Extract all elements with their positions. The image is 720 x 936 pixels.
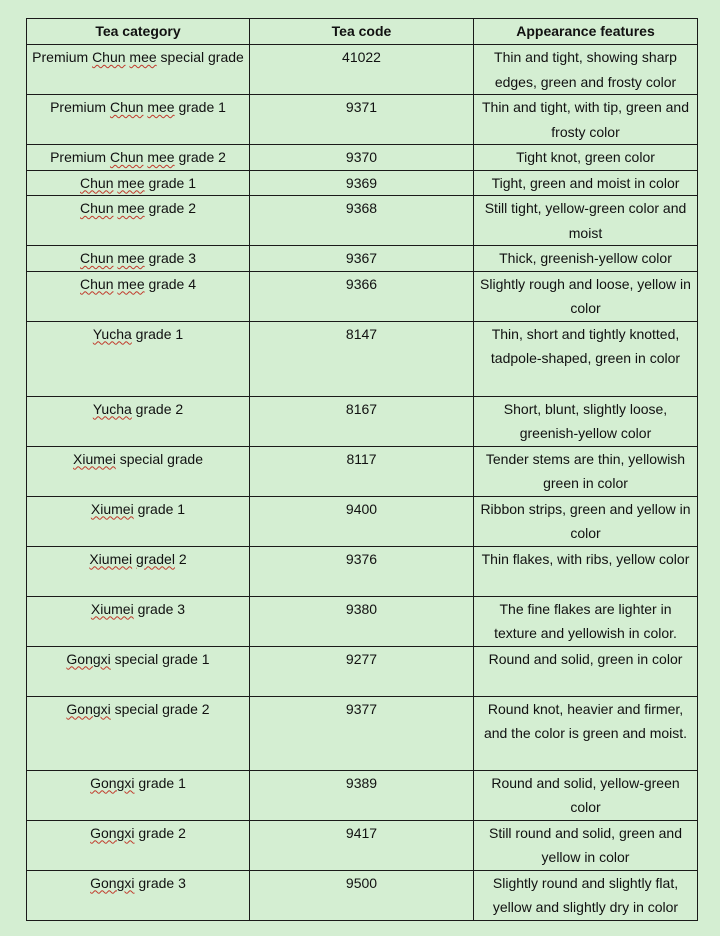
appearance-features-cell: Thick, greenish-yellow color xyxy=(474,246,698,272)
tea-code-cell: 9366 xyxy=(250,271,474,321)
appearance-features-cell: Tender stems are thin, yellowish green in color xyxy=(474,446,698,496)
tea-code-cell: 8117 xyxy=(250,446,474,496)
tea-code-cell: 9380 xyxy=(250,596,474,646)
appearance-features-cell: The fine flakes are lighter in texture and yellowish in color. xyxy=(474,596,698,646)
tea-category-cell: Gongxi special grade 1 xyxy=(27,646,250,696)
header-appearance-features: Appearance features xyxy=(474,19,698,45)
tea-category-cell: Chun mee grade 3 xyxy=(27,246,250,272)
table-row xyxy=(27,145,698,171)
tea-category-cell: Premium Chun mee grade 1 xyxy=(27,95,250,145)
table-row xyxy=(27,95,698,145)
tea-category-cell: Xiumei gradel 2 xyxy=(27,546,250,596)
tea-category-cell: Chun mee grade 1 xyxy=(27,170,250,196)
tea-category-cell: Chun mee grade 2 xyxy=(27,196,250,246)
table-row xyxy=(27,596,698,646)
table-row xyxy=(27,271,698,321)
table-row xyxy=(27,870,698,920)
tea-category-cell: Gongxi grade 3 xyxy=(27,870,250,920)
tea-category-cell: Gongxi special grade 2 xyxy=(27,696,250,770)
tea-code-cell: 8147 xyxy=(250,321,474,396)
appearance-features-cell: Still round and solid, green and yellow in color xyxy=(474,820,698,870)
tea-code-cell: 41022 xyxy=(250,45,474,95)
table-header-row xyxy=(27,19,698,45)
table-row xyxy=(27,696,698,770)
tea-category-cell: Premium Chun mee special grade xyxy=(27,45,250,95)
tea-code-cell: 9371 xyxy=(250,95,474,145)
table-row xyxy=(27,45,698,95)
appearance-features-cell: Slightly rough and loose, yellow in color xyxy=(474,271,698,321)
tea-code-cell: 9376 xyxy=(250,546,474,596)
appearance-features-cell: Tight knot, green color xyxy=(474,145,698,171)
tea-category-cell: Yucha grade 1 xyxy=(27,321,250,396)
table-row xyxy=(27,496,698,546)
table-row xyxy=(27,196,698,246)
table-row xyxy=(27,396,698,446)
tea-category-cell: Xiumei special grade xyxy=(27,446,250,496)
table-row xyxy=(27,246,698,272)
table-row xyxy=(27,170,698,196)
appearance-features-cell: Thin and tight, showing sharp edges, green and frosty color xyxy=(474,45,698,95)
appearance-features-cell: Short, blunt, slightly loose, greenish-yellow color xyxy=(474,396,698,446)
table-row xyxy=(27,770,698,820)
appearance-features-cell: Thin, short and tightly knotted, tadpole-shaped, green in color xyxy=(474,321,698,396)
table-row xyxy=(27,646,698,696)
appearance-features-cell: Still tight, yellow-green color and moist xyxy=(474,196,698,246)
table-body xyxy=(27,45,698,921)
tea-code-cell: 9368 xyxy=(250,196,474,246)
tea-category-cell: Premium Chun mee grade 2 xyxy=(27,145,250,171)
tea-code-cell: 9277 xyxy=(250,646,474,696)
tea-code-cell: 9377 xyxy=(250,696,474,770)
tea-grade-table xyxy=(26,18,698,921)
tea-category-cell: Xiumei grade 3 xyxy=(27,596,250,646)
appearance-features-cell: Round and solid, green in color xyxy=(474,646,698,696)
tea-category-cell: Gongxi grade 2 xyxy=(27,820,250,870)
tea-category-cell: Xiumei grade 1 xyxy=(27,496,250,546)
tea-category-cell: Chun mee grade 4 xyxy=(27,271,250,321)
tea-code-cell: 9367 xyxy=(250,246,474,272)
header-tea-code: Tea code xyxy=(250,19,474,45)
appearance-features-cell: Round knot, heavier and firmer, and the color is green and moist. xyxy=(474,696,698,770)
appearance-features-cell: Round and solid, yellow-green color xyxy=(474,770,698,820)
table-row xyxy=(27,546,698,596)
tea-code-cell: 9417 xyxy=(250,820,474,870)
appearance-features-cell: Thin and tight, with tip, green and frosty color xyxy=(474,95,698,145)
table-row xyxy=(27,446,698,496)
header-tea-category: Tea category xyxy=(27,19,250,45)
appearance-features-cell: Tight, green and moist in color xyxy=(474,170,698,196)
tea-code-cell: 9400 xyxy=(250,496,474,546)
tea-code-cell: 9389 xyxy=(250,770,474,820)
appearance-features-cell: Thin flakes, with ribs, yellow color xyxy=(474,546,698,596)
tea-category-cell: Yucha grade 2 xyxy=(27,396,250,446)
appearance-features-cell: Ribbon strips, green and yellow in color xyxy=(474,496,698,546)
tea-code-cell: 9370 xyxy=(250,145,474,171)
tea-code-cell: 9500 xyxy=(250,870,474,920)
tea-code-cell: 9369 xyxy=(250,170,474,196)
tea-category-cell: Gongxi grade 1 xyxy=(27,770,250,820)
table-row xyxy=(27,321,698,396)
table-row xyxy=(27,820,698,870)
tea-code-cell: 8167 xyxy=(250,396,474,446)
appearance-features-cell: Slightly round and slightly flat, yellow and slightly dry in color xyxy=(474,870,698,920)
